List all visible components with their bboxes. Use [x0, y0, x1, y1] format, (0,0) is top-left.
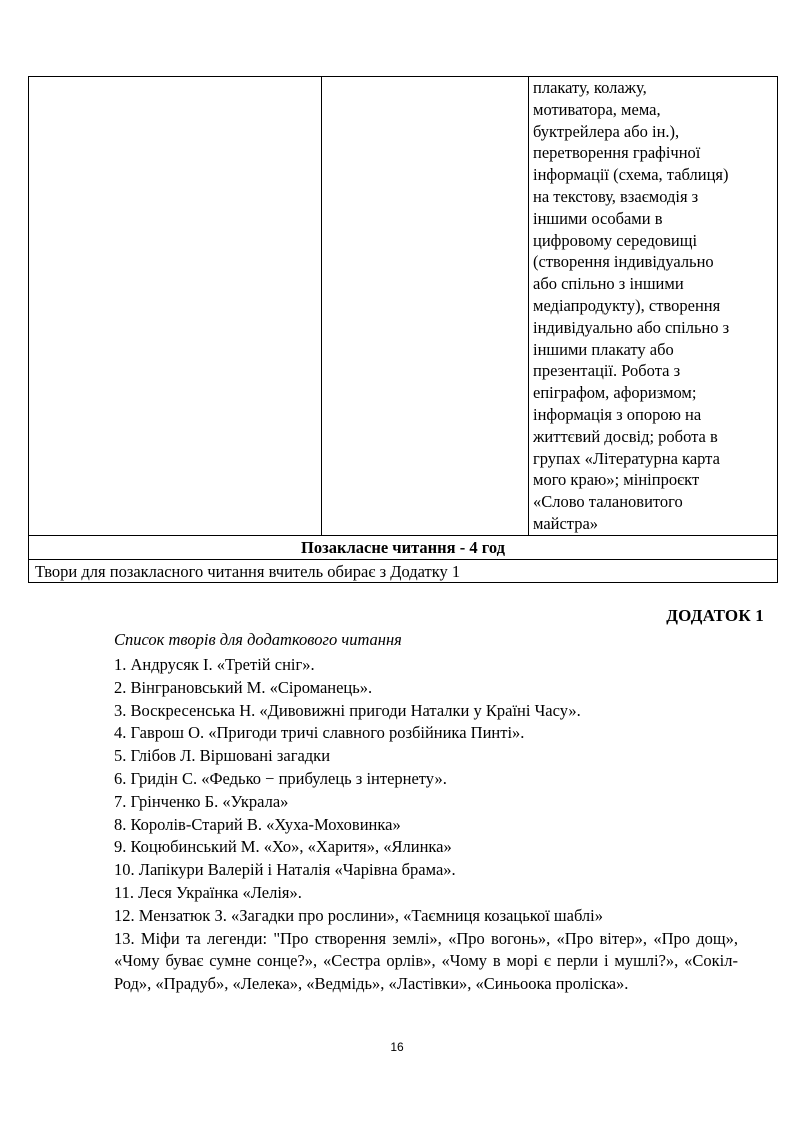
cell-line: медіапродукту), створення — [533, 295, 721, 315]
list-item: 5. Глібов Л. Віршовані загадки — [114, 746, 331, 766]
list-item: 8. Королів-Старий В. «Хуха-Моховинка» — [114, 814, 401, 834]
cell-line: презентації. Робота з — [533, 361, 681, 381]
cell-line: іншими особами в — [533, 208, 663, 228]
cell-line: буктрейлера або ін.), — [533, 121, 680, 141]
cell-line: групах «Літературна карта — [533, 448, 720, 468]
cell-line: плакату, колажу, — [533, 78, 647, 97]
appendix-title: ДОДАТОК 1 — [666, 606, 764, 625]
cell-line: епіграфом, афоризмом; — [533, 383, 697, 403]
list-item: 11. Леся Українка «Лелія». — [114, 882, 302, 902]
cell-line: інформації (схема, таблиця) — [533, 165, 729, 185]
list-item: 6. Гридін С. «Федько − прибулець з інтернету». — [114, 768, 447, 788]
list-item: 13. Міфи та легенди: "Про створення землі», «Про вогонь», «Про вітер», «Про дощ», «Чому буває сумне сонце?», «Сестра орлів», «Чому в морі є перли і мушлі?», «Сокіл-Род», «Прадуб», «Лелека», «Ведмідь», «Ластівки», «Синьоока пролiска». — [114, 928, 738, 994]
reading-list-caption: Список творів для додаткового читання — [114, 630, 402, 649]
reading-list — [114, 654, 738, 996]
list-item: 2. Вінграновський М. «Сіроманець». — [114, 677, 373, 697]
cell-line: життєвий досвід; робота в — [533, 426, 718, 446]
cell-line: (створення індивідуально — [533, 252, 714, 272]
list-item: 3. Воскресенська Н. «Дивовижні пригоди Наталки у Країні Часу». — [114, 700, 581, 720]
cell-line: майстра» — [533, 513, 599, 533]
section-note: Твори для позакласного читання вчитель обирає з Додатку 1 — [29, 559, 778, 583]
list-item: 9. Коцюбинський М. «Хо», «Харитя», «Ялинка» — [114, 837, 452, 857]
curriculum-table — [28, 76, 778, 583]
list-item: 1. Андрусяк І. «Третій сніг». — [114, 655, 315, 674]
section-heading-row — [29, 535, 778, 559]
list-item: 10. Лапікури Валерій і Наталія «Чарівна брама». — [114, 860, 456, 880]
page-number: 16 — [390, 1040, 404, 1054]
cell-line: індивідуально або спільно з — [533, 317, 730, 337]
section-note-row — [29, 559, 778, 583]
cell-line: на текстову, взаємодія з — [533, 186, 699, 206]
list-item: 12. Мензатюк З. «Загадки про рослини», «Таємниця козацької шаблі» — [114, 905, 603, 925]
section-heading: Позакласне читання - 4 год — [29, 535, 778, 559]
cell-line: або спільно з іншими — [533, 274, 684, 294]
cell-line: інформація з опорою на — [533, 404, 702, 424]
list-item: 7. Грінченко Б. «Украла» — [114, 791, 289, 811]
cell-line: перетворення графічної — [533, 143, 701, 163]
cell-line: іншими плакату або — [533, 339, 674, 359]
cell-line: «Слово талановитого — [533, 492, 683, 512]
table-cell-activities — [529, 77, 778, 536]
table-cell-content — [29, 77, 322, 536]
cell-line: мотиватора, мема, — [533, 99, 661, 119]
cell-line: мого краю»; мініпроєкт — [533, 470, 700, 490]
list-item: 4. Гаврош О. «Пригоди тричі славного розбійника Пинті». — [114, 723, 525, 743]
cell-line: цифровому середовищі — [533, 230, 698, 250]
table-row — [29, 77, 778, 536]
table-cell-expected-results — [322, 77, 529, 536]
